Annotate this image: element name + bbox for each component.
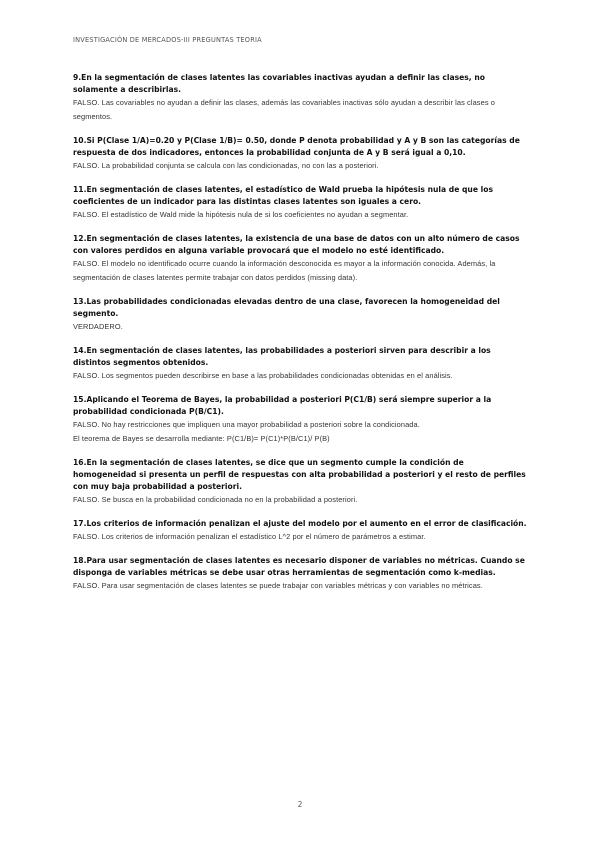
question-answer xyxy=(73,369,528,383)
question-answer xyxy=(73,96,528,124)
question-11 xyxy=(73,184,528,222)
question-statement: 13.Las probabilidades condicionadas elevadas dentro de una clase, favorecen la homogeneidad del segmento. xyxy=(73,297,500,318)
answer-line: FALSO. La probabilidad conjunta se calcula con las condicionadas, no con las a posteriori. xyxy=(73,161,379,170)
answer-line: El teorema de Bayes se desarrolla mediante: P(C1/B)= P(C1)*P(B/C1)/ P(B) xyxy=(73,434,330,443)
answer-line: FALSO. Los criterios de información penalizan el estadístico L^2 por el número de parámetros a estimar. xyxy=(73,532,426,541)
question-16 xyxy=(73,457,528,507)
question-statement: 17.Los criterios de información penalizan el ajuste del modelo por el aumento en el error de clasificación. xyxy=(73,519,527,528)
question-9 xyxy=(73,72,528,124)
answer-line: FALSO. El modelo no identificado ocurre cuando la información desconocida es mayor a la información conocida. Además, la segmentación de clases latentes permite trabajar con datos perdidos (missing data). xyxy=(73,259,496,282)
answer-line: FALSO. Para usar segmentación de clases latentes se puede trabajar con variables métricas y con variables no métricas. xyxy=(73,581,483,590)
question-statement: 11.En segmentación de clases latentes, el estadístico de Wald prueba la hipótesis nula de que los coeficientes de un indicador para las distintas clases latentes son iguales a cero. xyxy=(73,185,493,206)
question-14 xyxy=(73,345,528,383)
question-statement: 12.En segmentación de clases latentes, la existencia de una base de datos con un alto número de casos con valores perdidos en alguna variable provocará que el modelo no esté identificado. xyxy=(73,234,520,255)
question-statement: 10.Si P(Clase 1/A)=0.20 y P(Clase 1/B)= 0.50, donde P denota probabilidad y A y B son las categorías de respuesta de dos indicadores, entonces la probabilidad conjunta de A y B será igual a 0,10. xyxy=(73,136,520,157)
question-answer xyxy=(73,208,528,222)
answer-line: VERDADERO. xyxy=(73,322,123,331)
running-header: INVESTIGACIÓN DE MERCADOS-III PREGUNTAS TEORIA xyxy=(73,36,262,44)
answer-line: FALSO. No hay restricciones que impliquen una mayor probabilidad a posteriori sobre la condicionada. xyxy=(73,420,420,429)
page-number: 2 xyxy=(297,800,303,809)
question-answer xyxy=(73,418,528,446)
question-13 xyxy=(73,296,528,334)
question-17 xyxy=(73,518,528,544)
question-15 xyxy=(73,394,528,446)
question-12 xyxy=(73,233,528,285)
question-answer xyxy=(73,493,528,507)
question-list xyxy=(73,72,528,604)
question-answer xyxy=(73,579,528,593)
question-answer xyxy=(73,320,528,334)
answer-line: FALSO. Se busca en la probabilidad condicionada no en la probabilidad a posteriori. xyxy=(73,495,358,504)
answer-line: FALSO. El estadístico de Wald mide la hipótesis nula de si los coeficientes no ayudan a segmentar. xyxy=(73,210,409,219)
question-answer xyxy=(73,257,528,285)
question-10 xyxy=(73,135,528,173)
question-statement: 15.Aplicando el Teorema de Bayes, la probabilidad a posteriori P(C1/B) será siempre superior a la probabilidad condicionada P(B/C1). xyxy=(73,395,492,416)
question-statement: 9.En la segmentación de clases latentes las covariables inactivas ayudan a definir las clases, no solamente a describirlas. xyxy=(73,73,485,94)
question-answer xyxy=(73,159,528,173)
question-18 xyxy=(73,555,528,593)
question-statement: 14.En segmentación de clases latentes, las probabilidades a posteriori sirven para describir a los distintos segmentos obtenidos. xyxy=(73,346,491,367)
answer-line: FALSO. Los segmentos pueden describirse en base a las probabilidades condicionadas obtenidas en el análisis. xyxy=(73,371,453,380)
question-statement: 16.En la segmentación de clases latentes, se dice que un segmento cumple la condición de homogeneidad si presenta un perfil de respuestas con alta probabilidad a posteriori y el resto de perfiles con muy baja probabilidad a posteriori. xyxy=(73,458,526,491)
question-answer xyxy=(73,530,528,544)
answer-line: FALSO. Las covariables no ayudan a definir las clases, además las covariables inactivas sólo ayudan a describir las clases o segmentos. xyxy=(73,98,495,121)
question-statement: 18.Para usar segmentación de clases latentes es necesario disponer de variables no métricas. Cuando se disponga de variables métricas se debe usar otras herramientas de segmentación como k-medias. xyxy=(73,556,525,577)
